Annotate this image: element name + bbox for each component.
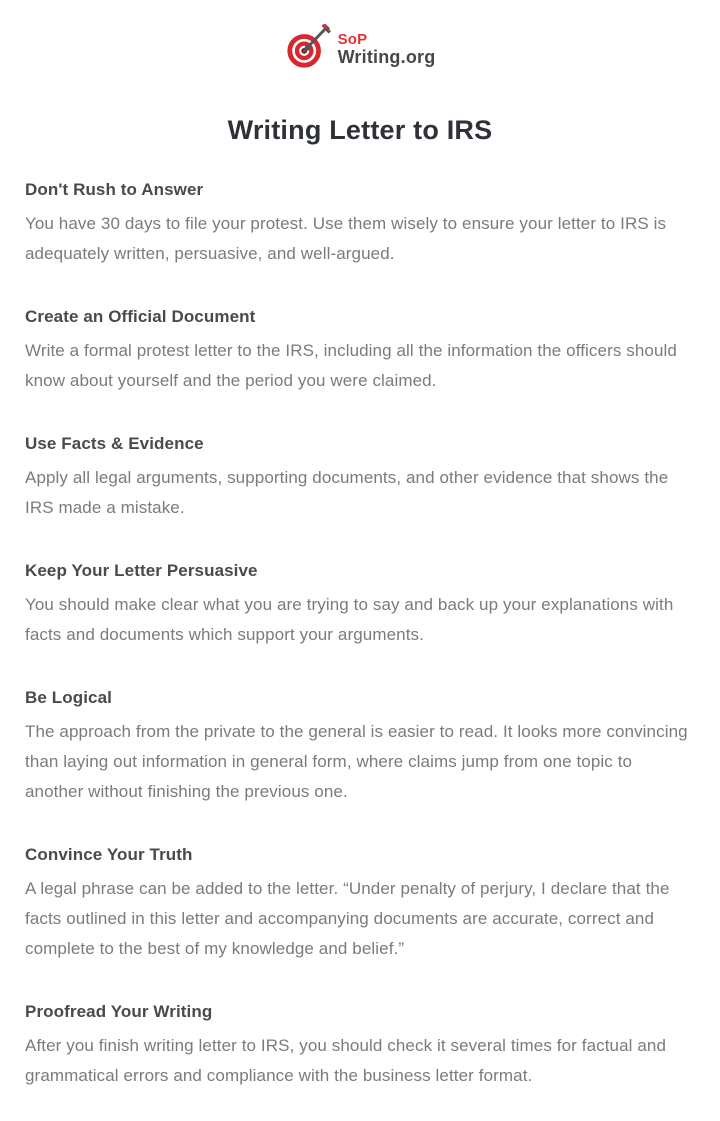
article-content <box>0 146 720 1121</box>
section-be-logical <box>25 688 695 807</box>
section-body: A legal phrase can be added to the letter. “Under penalty of perjury, I declare that the facts outlined in this letter and accompanying documents are accurate, correct and complete to the best of my knowledge and belief.” <box>25 879 670 958</box>
logo-brand-top: SoP <box>337 31 368 49</box>
page-title: Writing Letter to IRS <box>227 115 493 145</box>
target-with-arrow-icon <box>285 24 331 75</box>
section-heading: Use Facts & Evidence <box>25 434 204 453</box>
section-heading: Proofread Your Writing <box>25 1002 213 1021</box>
section-dont-rush-to-answer <box>25 180 695 269</box>
section-proofread-your-writing <box>25 1002 695 1091</box>
section-heading: Don't Rush to Answer <box>25 180 204 199</box>
section-body: You should make clear what you are trying to say and back up your explanations with facts and documents which support your arguments. <box>25 595 674 644</box>
site-logo[interactable] <box>285 24 436 75</box>
section-body: Apply all legal arguments, supporting documents, and other evidence that shows the IRS made a mistake. <box>25 468 669 517</box>
section-heading: Keep Your Letter Persuasive <box>25 561 258 580</box>
section-body: You have 30 days to file your protest. Use them wisely to ensure your letter to IRS is adequately written, persuasive, and well-argued. <box>25 214 667 263</box>
section-keep-letter-persuasive <box>25 561 695 650</box>
site-header <box>0 0 720 75</box>
logo-brand-bottom: Writing.org <box>337 46 436 67</box>
section-create-official-document <box>25 307 695 396</box>
section-body: After you finish writing letter to IRS, you should check it several times for factual and grammatical errors and compliance with the business letter format. <box>25 1036 667 1085</box>
section-body: Write a formal protest letter to the IRS, including all the information the officers should know about yourself and the period you were claimed. <box>25 341 677 390</box>
section-heading: Be Logical <box>25 688 112 707</box>
logo-text <box>338 32 436 67</box>
section-convince-your-truth <box>25 845 695 964</box>
section-heading: Create an Official Document <box>25 307 256 326</box>
section-body: The approach from the private to the general is easier to read. It looks more convincing than laying out information in general form, where claims jump from one topic to another without finishing the previous one. <box>25 722 688 801</box>
section-heading: Convince Your Truth <box>25 845 193 864</box>
section-use-facts-evidence <box>25 434 695 523</box>
